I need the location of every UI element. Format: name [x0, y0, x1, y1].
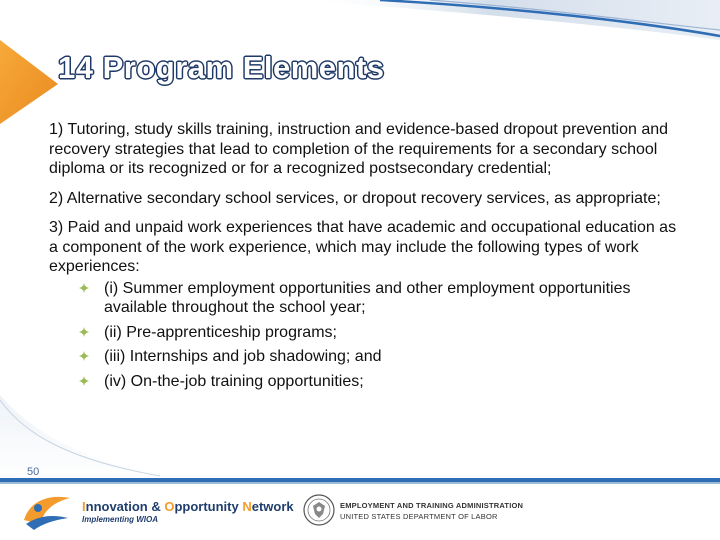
slide-body — [49, 120, 689, 396]
list-item — [49, 279, 689, 318]
org-name: Innovation & Opportunity Network — [82, 499, 294, 514]
slide-title: 14 Program Elements — [58, 50, 385, 85]
list-item-text: (iii) Internships and job shadowing; and — [104, 348, 382, 365]
list-item — [49, 347, 689, 367]
star-bullet-icon — [79, 376, 89, 386]
work-experience-list — [49, 279, 689, 392]
department-name: UNITED STATES DEPARTMENT OF LABOR — [340, 512, 498, 521]
paragraph-3: 3) Paid and unpaid work experiences that have academic and occupational education as a component of the work experience, which may include the following types of work experiences: — [49, 219, 677, 275]
list-item-text: (i) Summer employment opportunities and other employment opportunities available throughout the school year; — [104, 279, 631, 316]
list-item-text: (ii) Pre-apprenticeship programs; — [104, 323, 337, 341]
paragraph-1: 1) Tutoring, study skills training, instruction and evidence-based dropout prevention and recovery strategies that lead to completion of the requirements for a secondary school diploma or its recognized or for a recognized postsecondary credential; — [49, 121, 669, 177]
agency-name: EMPLOYMENT AND TRAINING ADMINISTRATION — [340, 501, 524, 510]
star-bullet-icon — [79, 327, 89, 337]
star-bullet-icon — [79, 283, 89, 293]
paragraph-2: 2) Alternative secondary school services, or dropout recovery services, as appropriate; — [49, 189, 661, 207]
star-bullet-icon — [79, 351, 89, 361]
page-number: 50 — [27, 466, 40, 478]
list-item — [49, 372, 689, 392]
dol-seal-icon — [303, 494, 335, 526]
ion-logo-icon — [20, 490, 76, 532]
list-item — [49, 323, 689, 343]
org-tagline: Implementing WIOA — [82, 515, 158, 524]
list-item-text: (iv) On-the-job training opportunities; — [104, 372, 364, 390]
